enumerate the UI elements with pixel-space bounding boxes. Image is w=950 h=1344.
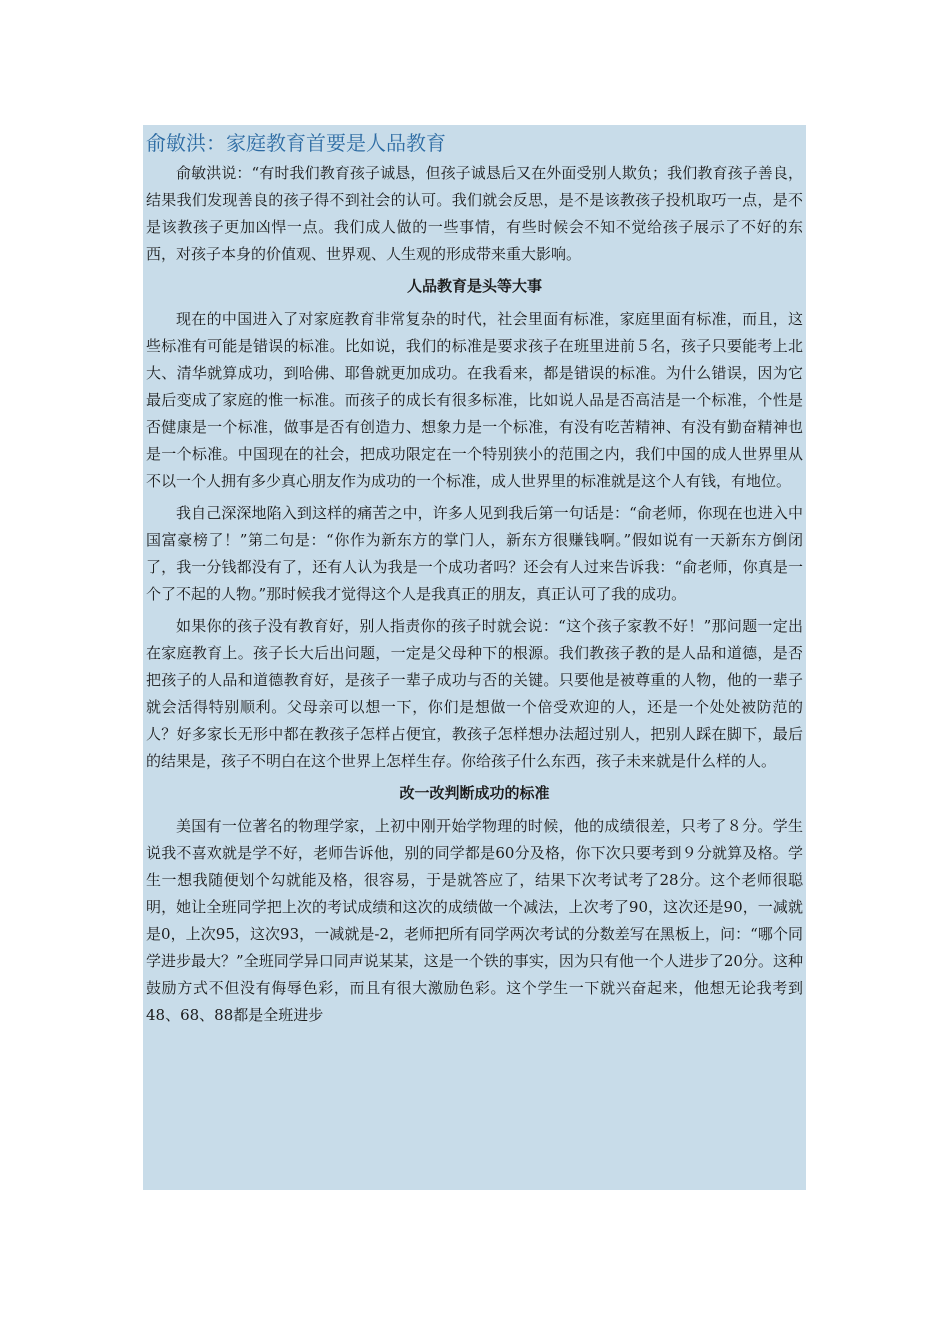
article-panel [143, 125, 806, 1190]
section-heading-success-standard: 改一改判断成功的标准 [399, 784, 550, 802]
section2-paragraph-1: 美国有一位著名的物理学家，上初中刚开始学物理的时候，他的成绩很差，只考了８分。学生说我不喜欢就是学不好，老师告诉他，别的同学都是60分及格，你下次只要考到９分就算及格。学生一想我随便划个勾就能及格，很容易，于是就答应了，结果下次考试考了28分。这个老师很聪明，她让全班同学把上次的考试成绩和这次的成绩做一个减法，上次考了90，这次还是90，一减就是0，上次95，这次93，一减就是-2，老师把所有同学两次考试的分数差写在黑板上，问：“哪个同学进步最大？”全班同学异口同声说某某，这是一个铁的事实，因为只有他一个人进步了20分。这种鼓励方式不但没有侮辱色彩，而且有很大激励色彩。这个学生一下就兴奋起来，他想无论我考到48、68、88都是全班进步 [146, 817, 803, 1024]
section1-paragraph-3: 如果你的孩子没有教育好，别人指责你的孩子时就会说：“这个孩子家教不好！”那问题一定出在家庭教育上。孩子长大后出问题，一定是父母种下的根源。我们教孩子教的是人品和道德，是否把孩子的人品和道德教育好，是孩子一辈子成功与否的关键。只要他是被尊重的人物，他的一辈子就会活得特别顺利。父母亲可以想一下，你们是想做一个倍受欢迎的人，还是一个处处被防范的人？好多家长无形中都在教孩子怎样占便宜，教孩子怎样想办法超过别人，把别人踩在脚下，最后的结果是，孩子不明白在这个世界上怎样生存。你给孩子什么东西，孩子未来就是什么样的人。 [146, 617, 803, 770]
section1-paragraph-2: 我自己深深地陷入到这样的痛苦之中，许多人见到我后第一句话是：“俞老师，你现在也进入中国富豪榜了！”第二句是：“你作为新东方的掌门人，新东方很赚钱啊。”假如说有一天新东方倒闭了，我一分钱都没有了，还有人认为我是一个成功者吗？还会有人过来告诉我：“俞老师，你真是一个了不起的人物。”那时候我才觉得这个人是我真正的朋友，真正认可了我的成功。 [146, 504, 803, 603]
section-heading-character-education: 人品教育是头等大事 [406, 277, 542, 295]
article-title: 俞敏洪：家庭教育首要是人品教育 [146, 131, 446, 155]
intro-paragraph: 俞敏洪说：“有时我们教育孩子诚恳，但孩子诚恳后又在外面受别人欺负；我们教育孩子善良，结果我们发现善良的孩子得不到社会的认可。我们就会反思，是不是该教孩子投机取巧一点，是不是该教孩子更加凶悍一点。我们成人做的一些事情，有些时候会不知不觉给孩子展示了不好的东西，对孩子本身的价值观、世界观、人生观的形成带来重大影响。 [146, 164, 803, 263]
section1-paragraph-1: 现在的中国进入了对家庭教育非常复杂的时代，社会里面有标准，家庭里面有标准，而且，这些标准有可能是错误的标准。比如说，我们的标准是要求孩子在班里进前５名，孩子只要能考上北大、清华就算成功，到哈佛、耶鲁就更加成功。在我看来，都是错误的标准。为什么错误，因为它最后变成了家庭的惟一标准。而孩子的成长有很多标准，比如说人品是否高洁是一个标准，个性是否健康是一个标准，做事是否有创造力、想象力是一个标准，有没有吃苦精神、有没有勤奋精神也是一个标准。中国现在的社会，把成功限定在一个特别狭小的范围之内，我们中国的成人世界里从不以一个人拥有多少真心朋友作为成功的一个标准，成人世界里的标准就是这个人有钱，有地位。 [146, 310, 803, 490]
